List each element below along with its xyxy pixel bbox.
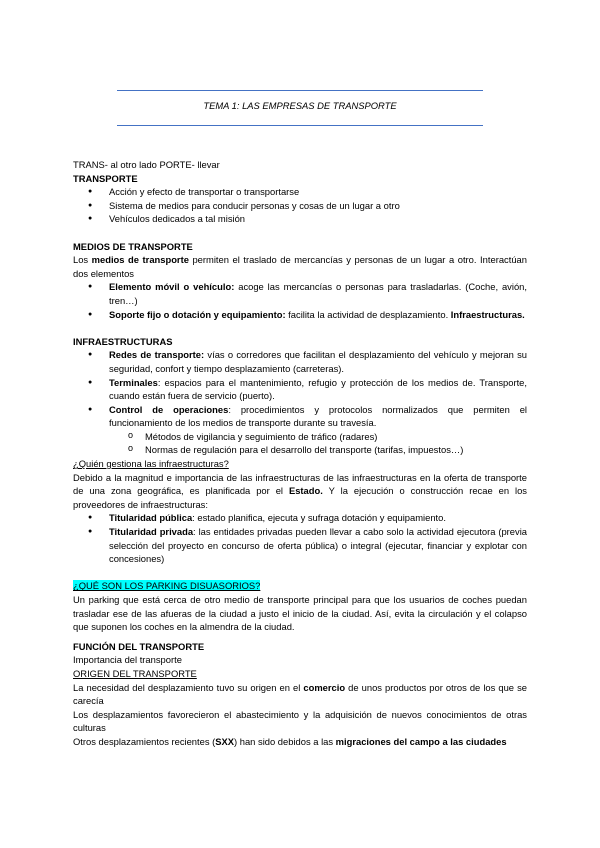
sub-list-item: o Métodos de vigilancia y seguimiento de tráfico (radares) — [73, 430, 527, 444]
funcion-heading: FUNCIÓN DEL TRANSPORTE — [73, 640, 205, 652]
list-item: ● Terminales: espacios para el mantenimiento, refugio y protección de los medios de. Transporte, cuando están fuera de servicio (puerto). — [73, 376, 527, 403]
title-rule-top — [117, 90, 483, 91]
infra-question: ¿Quién gestiona las infraestructuras? — [73, 458, 229, 470]
list-item: ● Vehículos dedicados a tal misión — [73, 212, 527, 226]
infra-list — [73, 348, 527, 457]
list-item: ● Soporte fijo o dotación y equipamiento: facilita la actividad de desplazamiento. Infraestructuras. — [73, 308, 527, 322]
origen-paragraph-3: Otros desplazamientos recientes (SXX) han sido debidos a las migraciones del campo a las ciudades — [73, 735, 507, 747]
document-body — [73, 158, 527, 749]
parking-question: ¿QUÉ SON LOS PARKING DISUASORIOS? — [73, 580, 261, 592]
document-title: TEMA 1: LAS EMPRESAS DE TRANSPORTE — [203, 100, 397, 111]
list-item: ● Control de operaciones: procedimientos y protocolos normalizados que permiten el funcionamiento de los medios de transporte durante su travesía. — [73, 403, 527, 430]
origen-paragraph-2: Los desplazamientos favorecieron el abastecimiento y la adquisición de nuevos conocimientos de otras culturas — [73, 708, 527, 734]
medios-heading: MEDIOS DE TRANSPORTE — [73, 240, 193, 252]
list-item: ● Redes de transporte: vías o corredores que facilitan el desplazamiento del vehículo y mejoran su seguridad, confort y tiempo desplazamiento (carreteras). — [73, 348, 527, 375]
parking-paragraph: Un parking que está cerca de otro medio de transporte principal para que los usuarios de coches puedan trasladar ese de las afueras de la ciudad a justo el inicio de la ciudad. Así, evita la circulación y el colapso que suponen los coches en la almendra de la ciudad. — [73, 594, 527, 633]
medios-list — [73, 280, 527, 321]
list-item: ● Acción y efecto de transportar o transportarse — [73, 185, 527, 199]
origen-heading: ORIGEN DEL TRANSPORTE — [73, 667, 197, 679]
origen-paragraph-1: La necesidad del desplazamiento tuvo su origen en el comercio de unos productos por otros de los que se carecía — [73, 681, 527, 707]
title-rule-bottom — [117, 125, 483, 126]
titularidad-list — [73, 511, 527, 565]
list-item: ● Elemento móvil o vehículo: acoge las mercancías o personas para trasladarlas. (Coche, avión, tren…) — [73, 280, 527, 307]
infra-paragraph: Debido a la magnitud e importancia de las infraestructuras de las infraestructuras en la oferta de transporte de una zona geográfica, es planificada por el Estado. Y la ejecución o construcción recae en los proveedores de infraestructuras: — [73, 471, 527, 510]
infra-heading: INFRAESTRUCTURAS — [73, 335, 173, 347]
sub-list-item: o Normas de regulación para el desarrollo del transporte (tarifas, impuestos…) — [73, 443, 527, 457]
list-item: ● Titularidad privada: las entidades privadas pueden llevar a cabo solo la actividad ejecutora (previa selección del proyecto en concurso de oferta pública) o integral (ejecutar, financiar y explotar con concesiones) — [73, 525, 527, 566]
intro-line: TRANS- al otro lado PORTE- llevar — [73, 159, 220, 170]
list-item: ● Sistema de medios para conducir personas y cosas de un lugar a otro — [73, 199, 527, 213]
funcion-line: Importancia del transporte — [73, 654, 182, 666]
medios-paragraph: Los medios de transporte permiten el traslado de mercancías y personas de un lugar a otro. Interactúan dos elementos — [73, 254, 527, 279]
transporte-list — [73, 185, 527, 226]
transporte-heading: TRANSPORTE — [73, 172, 138, 184]
list-item: ● Titularidad pública: estado planifica, ejecuta y sufraga dotación y equipamiento. — [73, 511, 527, 525]
